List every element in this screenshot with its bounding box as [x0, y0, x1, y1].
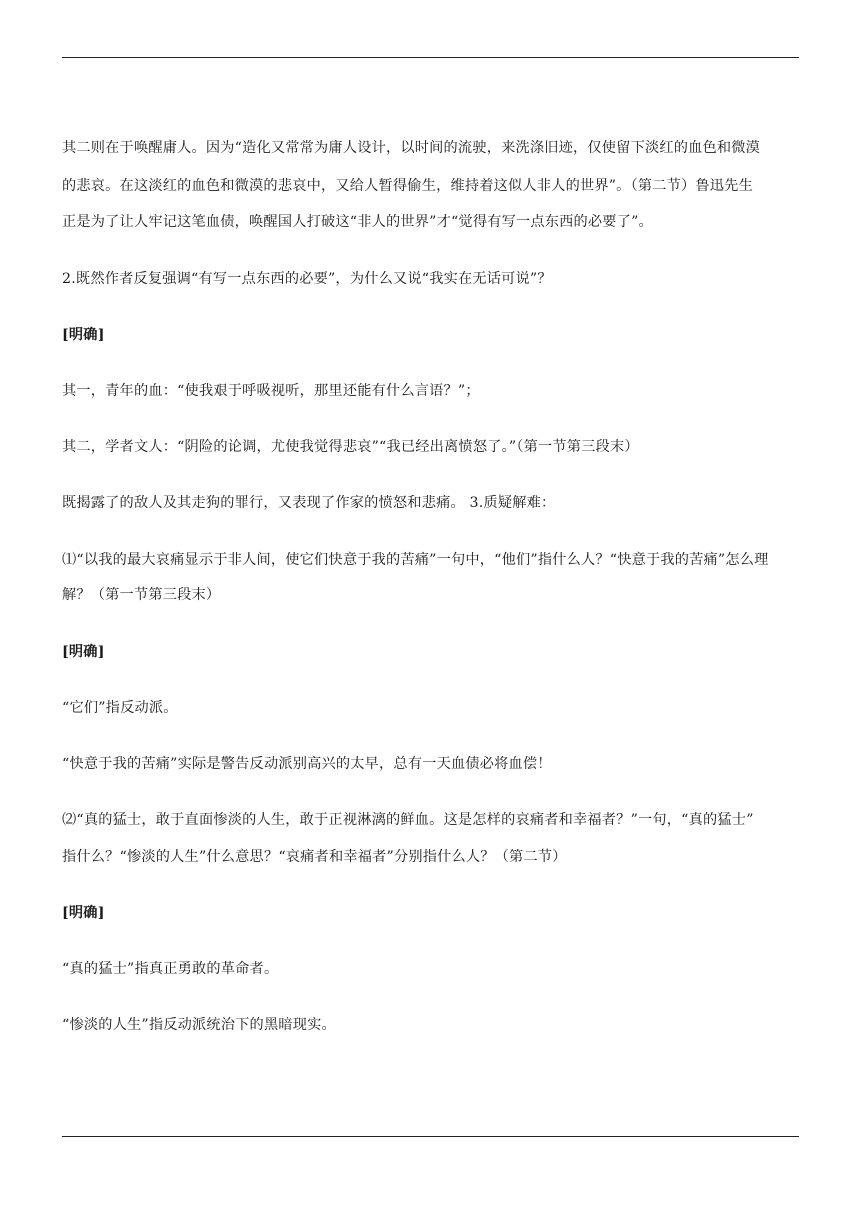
paragraph-line: 的悲哀。在这淡红的血色和微漠的悲哀中，又给人暂得偷生，维持着这似人非人的世界”。（第二节）鲁迅先生 [62, 178, 753, 194]
footer-rule [62, 1136, 799, 1137]
paragraph-line: 正是为了让人牢记这笔血债，唤醒国人打破这“非人的世界”才“觉得有写一点东西的必要了”。 [62, 214, 653, 230]
question-3-1-cont: 解？（第一节第三段末） [62, 587, 221, 603]
question-3-2-cont: 指什么？“惨淡的人生”什么意思？“哀痛者和幸福者”分别指什么人？（第二节） [62, 849, 567, 865]
answer-line: 其二，学者文人：“阴险的论调，尤使我觉得悲哀”“我已经出离愤怒了。”（第一节第三段末） [62, 439, 639, 455]
answer-line: 其一，青年的血：“使我艰于呼吸视听，那里还能有什么言语？”； [62, 383, 480, 399]
answer-line: “真的猛士”指真正勇敢的革命者。 [62, 961, 279, 977]
question-3-2: ⑵“真的猛士，敢于直面惨淡的人生，敢于正视淋漓的鲜血。这是怎样的哀痛者和幸福者？”一句，“真的猛士” [62, 812, 754, 828]
paragraph-line: 其二则在于唤醒庸人。因为“造化又常常为庸人设计，以时间的流驶，来洗涤旧迹，仅使留下淡红的血色和微漠 [62, 140, 761, 156]
answer-heading: [明确] [62, 327, 105, 343]
question-3-1: ⑴“以我的最大哀痛显示于非人间，使它们快意于我的苦痛”一句中，“他们”指什么人？“快意于我的苦痛”怎么理 [62, 552, 769, 568]
header-rule [62, 57, 799, 58]
answer-line: “它们”指反动派。 [62, 700, 178, 716]
answer-line: “惨淡的人生”指反动派统治下的黑暗现实。 [62, 1017, 336, 1033]
answer-heading: [明确] [62, 644, 105, 660]
answer-line: “快意于我的苦痛”实际是警告反动派别高兴的太早，总有一天血债必将血偿！ [62, 756, 552, 772]
answer-heading: [明确] [62, 905, 105, 921]
paragraph-line: 既揭露了的敌人及其走狗的罪行，又表现了作家的愤怒和悲痛。 3.质疑解难： [62, 495, 556, 511]
question-2: 2.既然作者反复强调“有写一点东西的必要”，为什么又说“我实在无话可说”？ [62, 271, 552, 287]
